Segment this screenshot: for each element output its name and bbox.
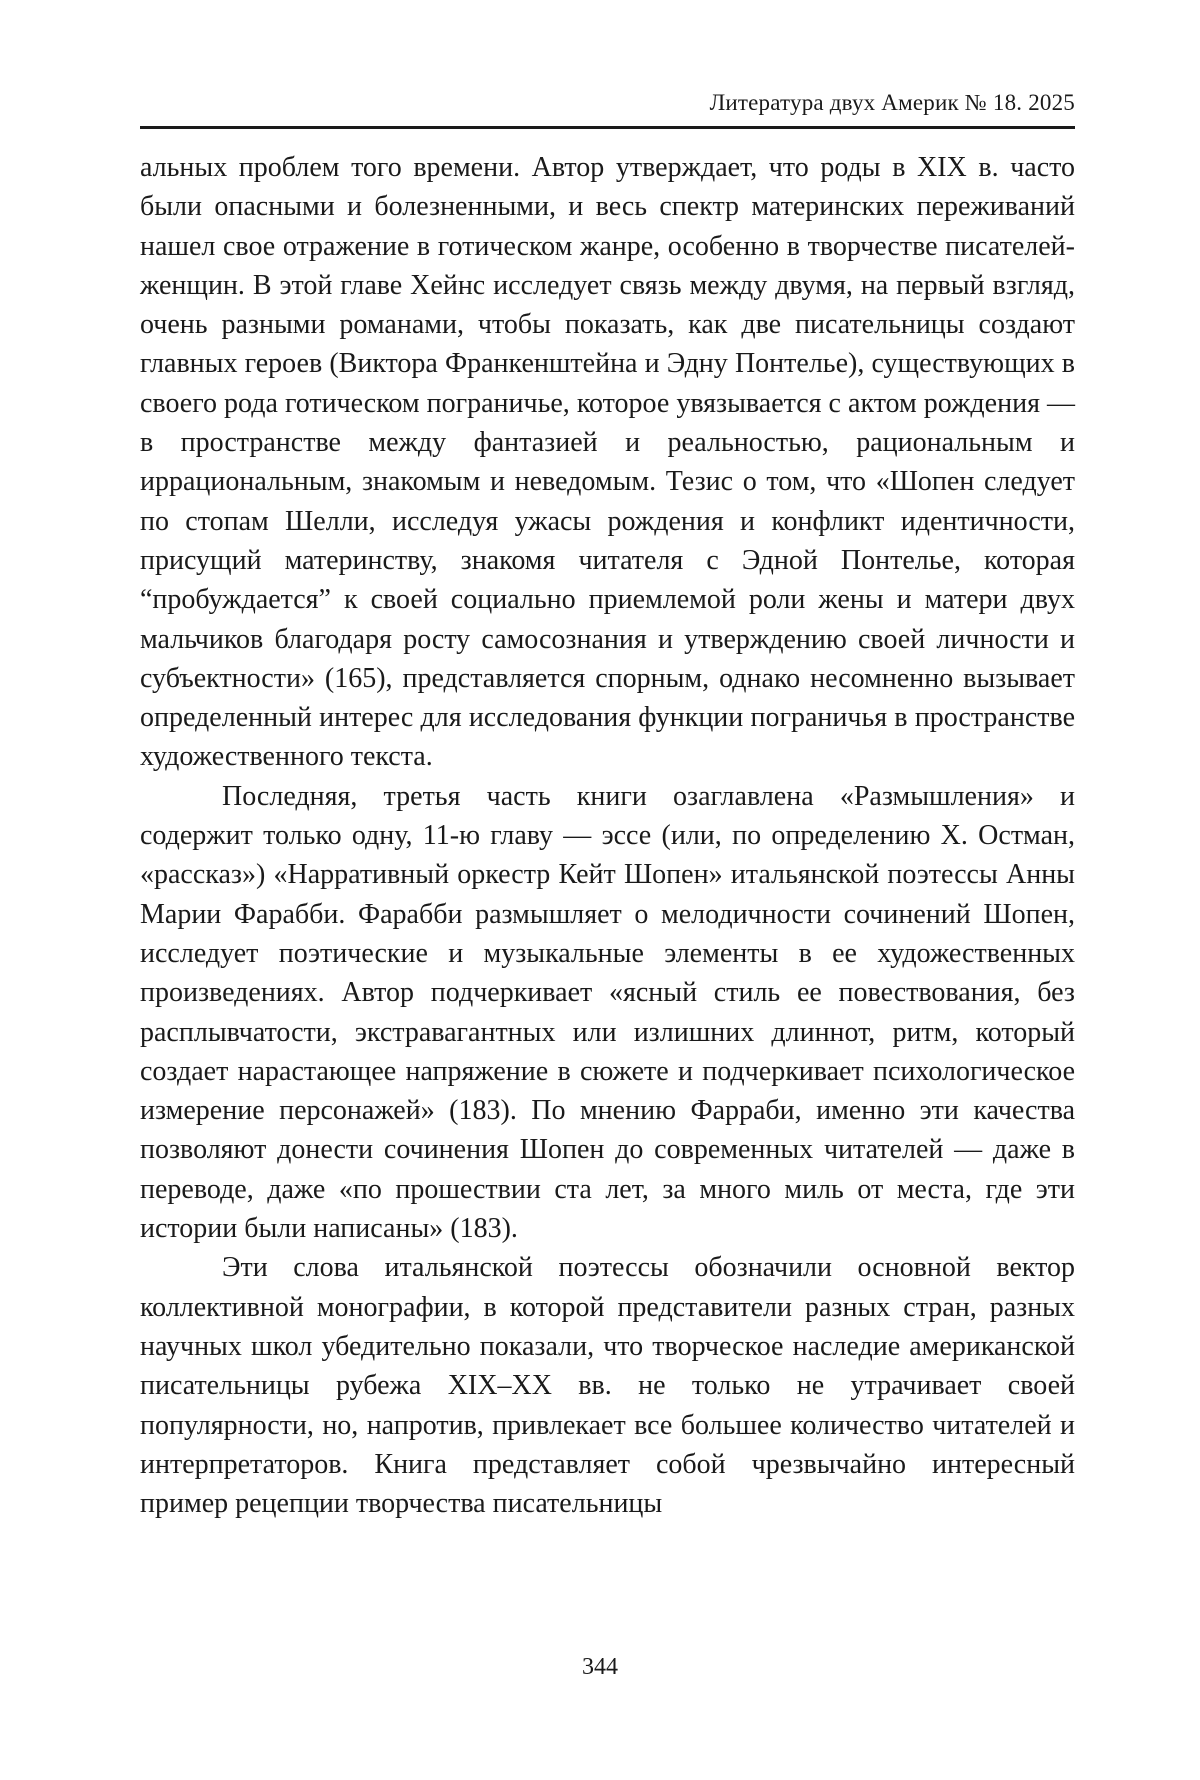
paragraph-2: Последняя, третья часть книги озаглавлена «Размышления» и содержит только одну, 11-ю главу — эссе (или, по определению Х. Остман, «рассказ») «Нарративный оркестр Кейт Шопен» итальянской поэтессы Анны Марии Фарабби. Фарабби размышляет о мелодичности сочинений Шопен, исследует поэтические и музыкальные элементы в ее художественных произведениях. Автор подчеркивает «ясный стиль ее повествования, без расплывчатости, экстравагантных или излишних длиннот, ритм, который создает нарастающее напряжение в сюжете и подчеркивает психологическое измерение персонажей» (183). По мнению Фарраби, именно эти качества позволяют донести сочинения Шопен до современных читателей — даже в переводе, даже «по прошествии ста лет, за много миль от места, где эти истории были написаны» (183). <box>140 780 1075 1245</box>
page-number: 344 <box>582 1654 618 1680</box>
journal-title: Литература двух Америк № 18. 2025 <box>709 90 1075 115</box>
article-body <box>140 148 1075 1523</box>
running-header <box>140 86 1075 129</box>
paragraph-3: Эти слова итальянской поэтессы обозначили основной вектор коллективной монографии, в которой представители разных стран, разных научных школ убедительно показали, что творческое наследие американской писательницы рубежа XIX–XX вв. не только не утрачивает своей популярности, но, напротив, привлекает все большее количество читателей и интерпретаторов. Книга представляет собой чрезвычайно интересный пример рецепции творчества писательницы <box>140 1252 1075 1520</box>
paragraph-1: альных проблем того времени. Автор утверждает, что роды в XIX в. часто были опасными и болезненными, и весь спектр материнских переживаний нашел свое отражение в готическом жанре, особенно в творчестве писателей-женщин. В этой главе Хейнс исследует связь между двумя, на первый взгляд, очень разными романами, чтобы показать, как две писательницы создают главных героев (Виктора Франкенштейна и Эдну Понтелье), существующих в своего рода готическом пограничье, которое увязывается с актом рождения — в пространстве между фантазией и реальностью, рациональным и иррациональным, знакомым и неведомым. Тезис о том, что «Шопен следует по стопам Шелли, исследуя ужасы рождения и конфликт идентичности, присущий материнству, знакомя читателя с Эдной Понтелье, которая “пробуждается” к своей социально приемлемой роли жены и матери двух мальчиков благодаря росту самосознания и утверждению своей личности и субъектности» (165), представляется спорным, однако несомненно вызывает определенный интерес для исследования функции пограничья в пространстве художественного текста. <box>140 152 1075 773</box>
